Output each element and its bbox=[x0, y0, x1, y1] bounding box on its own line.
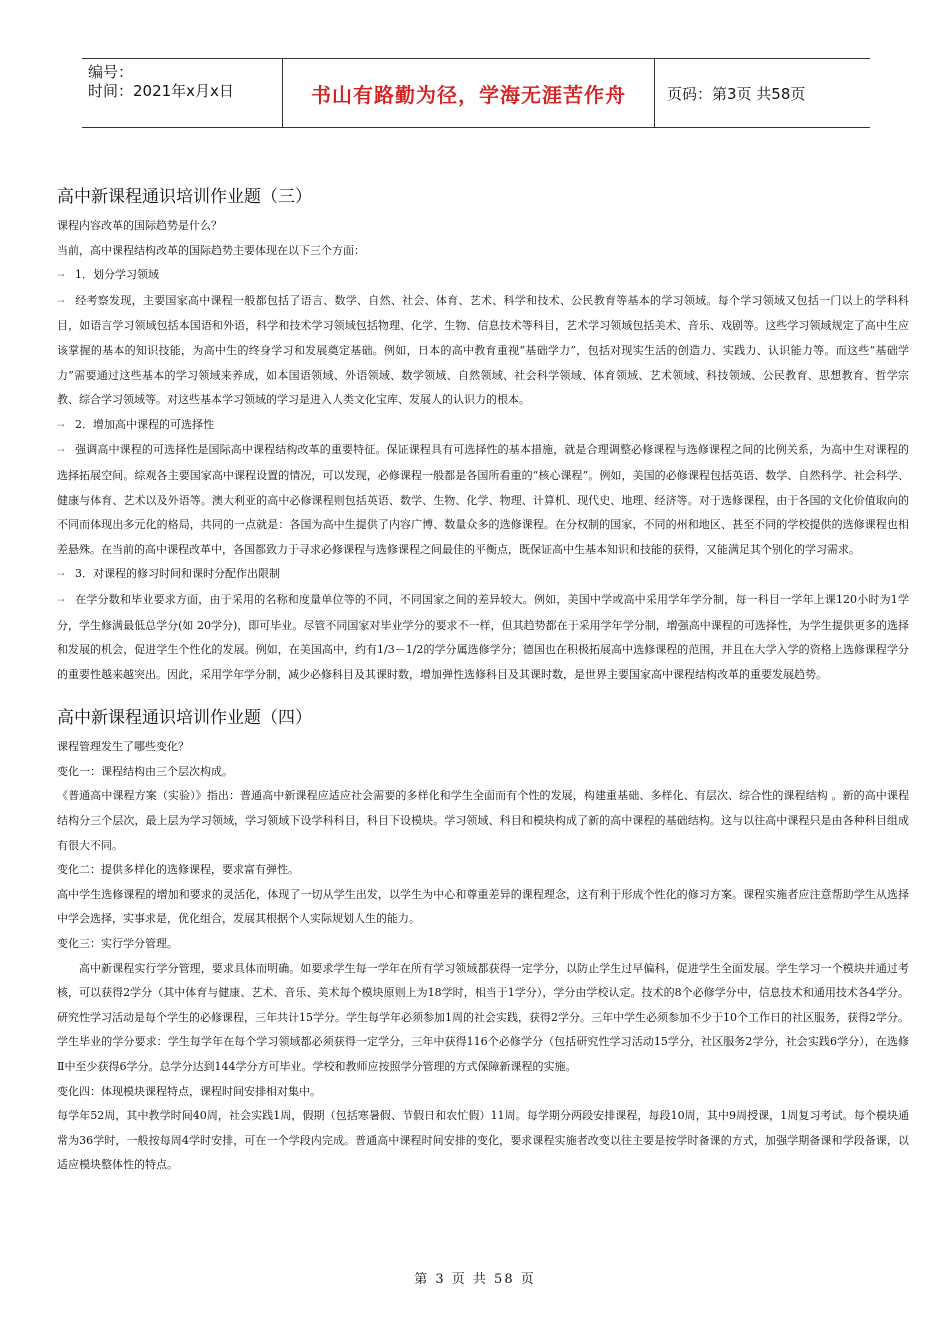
bullet-mark: ⇢ bbox=[57, 271, 65, 282]
header-meta bbox=[82, 59, 282, 127]
bullet-mark: ⇢ bbox=[57, 595, 65, 606]
document-body bbox=[57, 186, 909, 1178]
bullet-mark: ⇢ bbox=[57, 420, 65, 431]
change-heading: 变化四：体现模块课程特点，课程时间安排相对集中。 bbox=[57, 1084, 321, 1098]
time-label: 时间：2021年x月x日 bbox=[88, 82, 234, 100]
question: 课程管理发生了哪些变化？ bbox=[57, 740, 189, 754]
page-footer: 第 3 页 共 58 页 bbox=[414, 1272, 536, 1287]
number-label: 编号： bbox=[88, 63, 134, 81]
paragraph: 高中学生选修课程的增加和要求的灵活化，体现了一切从学生出发，以学生为中心和尊重差异的课程理念，这有利于形成个性化的修习方案。课程实施者应注意帮助学生从选择中学会选择，实事求是，优化组合，发展其根据个人实际规划人生的能力。 bbox=[57, 887, 909, 926]
subheading: ⇢ 1．划分学习领域 bbox=[57, 263, 909, 289]
paragraph: 当前，高中课程结构改革的国际趋势主要体现在以下三个方面： bbox=[57, 243, 365, 257]
page-header bbox=[82, 58, 870, 128]
subheading: ⇢ 2．增加高中课程的可选择性 bbox=[57, 413, 909, 439]
paragraph: ⇢ 在学分数和毕业要求方面，由于采用的名称和度量单位等的不同，不同国家之间的差异较大。例如，美国中学或高中采用学年学分制，每一科目一学年上课120小时为1学分，学生修满最低总学分(如 20学分)，即可毕业。尽管不同国家对毕业学分的要求不一样，但其趋势都在于采用学年学分制，增强高中课程的可选择性，为学生提供更多的选择和发展的机会，促进学生个性化的发展。例如，在美国高中，约有1/3－1/2的学分属选修学分；德国也在积极拓展高中选修课程的范围，并且在大学入学的资格上选修课程学分的重要性越来越突出。因此，采用学年学分制，减少必修科目及其课时数，增加弹性选修科目及其课时数，是世界主要国家高中课程结构改革的重要发展趋势。 bbox=[57, 588, 909, 687]
motto: 书山有路勤为径，学海无涯苦作舟 bbox=[282, 59, 655, 127]
paragraph: ⇢ 经考察发现，主要国家高中课程一般都包括了语言、数学、自然、社会、体育、艺术、科学和技术、公民教育等基本的学习领域。每个学习领域又包括一门以上的学科科目，如语言学习领域包括本国语和外语，科学和技术学习领域包括物理、化学、生物、信息技术等科目，艺术学习领域包括美术、音乐、戏剧等。这些学习领域规定了高中生应该掌握的基本的知识技能，为高中生的终身学习和发展奠定基础。例如，日本的高中教育重视“基础学力”，包括对现实生活的创造力、实践力、认识能力等。而这些“基础学力”需要通过这些基本的学习领域来养成，如本国语领域、外语领域、数学领域、自然领域、社会科学领域、体育领域、艺术领域、科技领域、公民教育、思想教育、哲学宗教、综合学习领域等。对这些基本学习领域的学习是进入人类文化宝库、发展人的认识力的根本。 bbox=[57, 289, 909, 413]
paragraph: 《普通高中课程方案（实验）》指出：普通高中新课程应适应社会需要的多样化和学生全面而有个性的发展，构建重基础、多样化、有层次、综合性的课程结构 。新的高中课程结构分三个层次，最上层为学习领域，学习领域下设学科科目，科目下设模块。学习领域、科目和模块构成了新的高中课程的基础结构。这与以往高中课程只是由各种科目组成有很大不同。 bbox=[57, 789, 909, 852]
section-title: 高中新课程通识培训作业题（三） bbox=[57, 187, 312, 207]
paragraph: ⇢ 强调高中课程的可选择性是国际高中课程结构改革的重要特征。保证课程具有可选择性的基本措施，就是合理调整必修课程与选修课程之间的比例关系，为高中生对课程的选择拓展空间。综观各主要国家高中课程设置的情况，可以发现，必修课程一般都是各国所看重的“核心课程”。例如，美国的必修课程包括英语、数学、自然科学、社会科学、健康与体育、艺术以及外语等。澳大利亚的高中必修课程则包括英语、数学、生物、化学、物理、计算机、现代史、地理、经济等。对于选修课程，由于各国的文化价值取向的不同而体现出多元化的格局，共同的一点就是：各国为高中生提供了内容广博、数量众多的选修课程。在分权制的国家，不同的州和地区、甚至不同的学校提供的选修课程也相差悬殊。在当前的高中课程改革中，各国都致力于寻求必修课程与选修课程之间最佳的平衡点，既保证高中生基本知识和技能的获得，又能满足其个别化的学习需求。 bbox=[57, 438, 909, 562]
page-code: 页码：第3页 共58页 bbox=[667, 84, 806, 103]
bullet-mark: ⇢ bbox=[57, 570, 65, 581]
change-heading: 变化三：实行学分管理。 bbox=[57, 937, 178, 951]
section-four bbox=[57, 707, 909, 1178]
change-heading: 变化二：提供多样化的选修课程，要求富有弹性。 bbox=[57, 863, 299, 877]
bullet-mark: ⇢ bbox=[57, 296, 65, 307]
change-heading: 变化一：课程结构由三个层次构成。 bbox=[57, 764, 233, 778]
subheading: ⇢ 3．对课程的修习时间和课时分配作出限制 bbox=[57, 562, 909, 588]
section-three bbox=[57, 186, 909, 687]
section-title: 高中新课程通识培训作业题（四） bbox=[57, 708, 312, 729]
bullet-mark: ⇢ bbox=[57, 446, 65, 457]
paragraph: 高中新课程实行学分管理，要求具体而明确。如要求学生每一学年在所有学习领域都获得一定学分，以防止学生过早偏科，促进学生全面发展。学生学习一个模块并通过考核，可以获得2学分（其中体育与健康、艺术、音乐、美术每个模块原则上为18学时，相当于1学分），学分由学校认定。技术的8个必修学分中，信息技术和通用技术各4学分。研究性学习活动是每个学生的必修课程，三年共计15学分。学生每学年必须参加1周的社会实践，获得2学分。三年中学生必须参加不少于10个工作日的社区服务，获得2学分。学生毕业的学分要求：学生每学年在每个学习领域都必须获得一定学分，三年中获得116个必修学分（包括研究性学习活动15学分，社区服务2学分，社会实践6学分），在选修Ⅱ中至少获得6学分。总学分达到144学分方可毕业。学校和教师应按照学分管理的方式保障新课程的实施。 bbox=[57, 961, 909, 1073]
paragraph: 每学年52周，其中教学时间40周，社会实践1周，假期（包括寒暑假、节假日和农忙假）11周。每学期分两段安排课程，每段10周，其中9周授课，1周复习考试。每个模块通常为36学时，一般按每周4学时安排，可在一个学段内完成。普通高中课程时间安排的变化，要求课程实施者改变以往主要是按学时备课的方式，加强学期备课和学段备课，以适应模块整体性的特点。 bbox=[57, 1109, 909, 1172]
question: 课程内容改革的国际趋势是什么？ bbox=[57, 219, 222, 232]
